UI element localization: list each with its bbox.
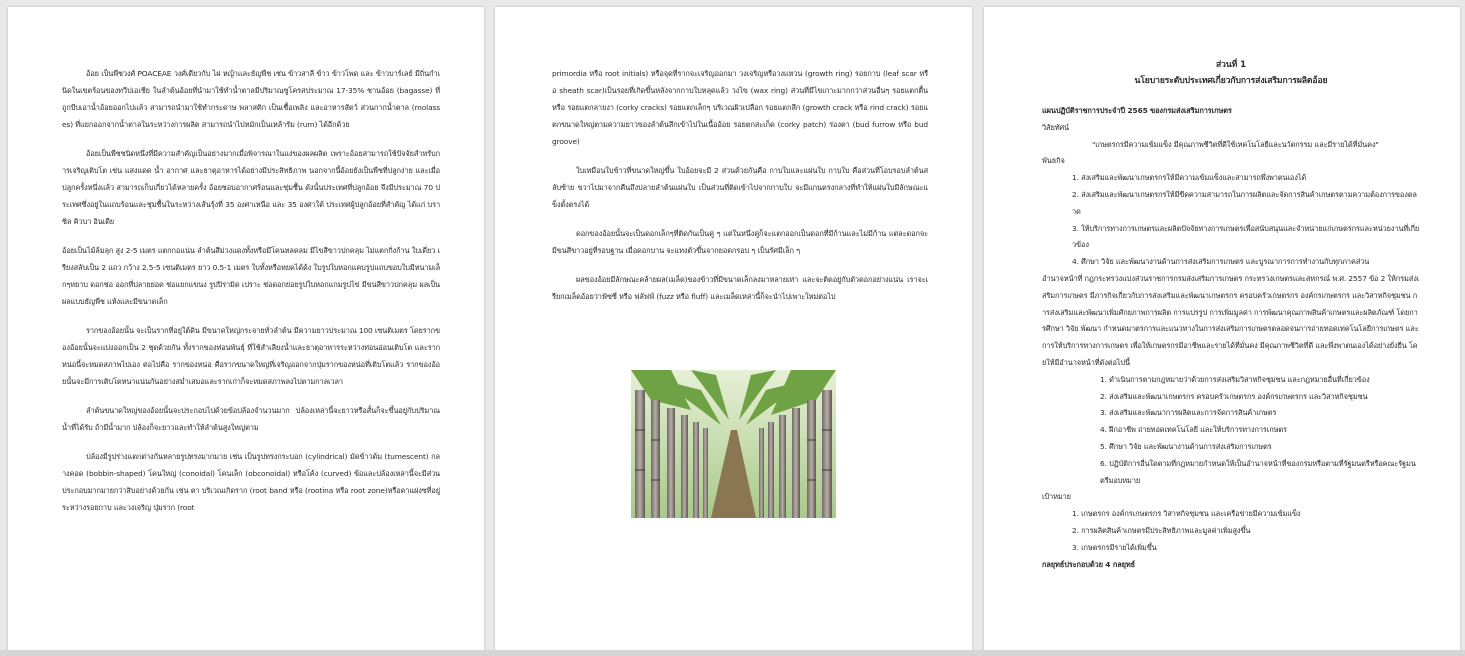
paragraph: อ้อยเป็นไม้ล้มลุก สูง 2-5 เมตร แตกกอแน่น ลำต้นสีม่วงแดงทั้งหรือมีโคนหลดลม มีไขสีขาวปกคลุม ไม่แตกกิ่งก้าน ใบเดี่ยว เรียงสลับเป็น 2 แถว กว้าง 2.5-5 เซนติเมตร ยาว 0.5-1 เมตร ใบทั้งหรือหยดได้ด้ง ใบรูปใบหอกแคบรูปแถบขอบใบมีหนามเล็กๆหยาบ ดอกช่อ ออกที่ปลายยอด ช่อแยกแขนง รูปปิรามิด เปราะ ช่อดอกย่อยรูปใบหอกแกมรูปไข่ มีขนสีขาวปกคลุม ผลเป็นผลแบบธัญพืช แห้งและมีขนาดเล็ก [62,246,440,306]
page-3-body [1042,57,1420,573]
list-item: 3. ส่งเสริมและพัฒนาการผลิตและการจัดการสินค้าเกษตร [1100,408,1277,418]
list-item: 2. การผลิตสินค้าเกษตรมีประสิทธิภาพและมูลค่าเพิ่มสูงขึ้น [1072,525,1251,535]
mission-label: พันธกิจ [1042,156,1065,166]
list-item: 2. ส่งเสริมและพัฒนาเกษตรกร ครอบครัวเกษตรกร องค์กรเกษตรกร และวิสาหกิจชุมชน [1100,391,1368,401]
list-item: 3. ให้บริการทางการเกษตรและผลิตปัจจัยทางการเกษตรเพื่อสนับสนุนและจำหน่ายแก่เกษตรกรและหน่วยงานที่เกี่ยวข้อง [1072,223,1420,250]
vision-label: วิสัยทัศน์ [1042,122,1070,132]
sugarcane-field-photo [631,370,836,518]
goal-label: เป้าหมาย [1042,492,1071,502]
authority-text: อำนาจหน้าที่ กฎกระทรวงแบ่งส่วนราชการกรมส่งเสริมการเกษตร กระทรวงเกษตรและสหกรณ์ พ.ศ. 2557 ข้อ 2 ให้กรมส่งเสริมการเกษตร มีภารกิจเกี่ยวกับการส่งเสริมและพัฒนาเกษตรกร ครอบครัวเกษตรกร องค์กรเกษตรกร และวิสาหกิจชุมชน การส่งเสริมและพัฒนาเพิ่มศักยภาพการผลิต การแปรรูป การเพิ่มมูลค่า การพัฒนาคุณภาพสินค้าเกษตรและผลิตภัณฑ์ โดยการศึกษา วิจัย พัฒนา กำหนดมาตรการและแนวทางในการส่งเสริมการเกษตรตลอดจนการถ่ายทอดเทคโนโลยีการเกษตร และการให้บริการทางการเกษตร เพื่อให้เกษตรกรมีอาชีพและรายได้ที่มั่นคง มีคุณภาพชีวิตที่ดี และพึ่งพาตนเองได้อย่างยั่งยืน โดยให้มีอำนาจหน้าที่ดังต่อไปนี้ [1042,273,1420,367]
paragraph: อ้อย เป็นพืชวงศ์ POACEAE วงศ์เดียวกับ ไผ่ หญ้าและธัญพืช เช่น ข้าวสาลี ข้าว ข้าวโพด และ ข้าวบาร์เลย์ มีถิ่นกำเนิดในเขตร้อนของทวีปเอเชีย ในลำต้นอ้อยที่นำมาใช้ทำน้ำตาลมีปริมาณซูโครสประมาณ 17-35% ชานอ้อย (bagasse) ที่ถูกบีบเอาน้ำอ้อยออกไปแล้ว สามารถนำมาใช้ทำกระดาษ พลาสติก เป็นเชื้อเพลิง และอาหารสัตว์ ส่วนกากน้ำตาล (molasses) ที่แยกออกจากน้ำตาลในระหว่างการผลิต สามารถนำไปหมักเป็นเหล้ารัม (rum) ได้อีกด้วย [62,69,440,129]
document-page-3[interactable] [984,7,1460,652]
list-item: 1. เกษตรกร องค์กรเกษตรกร วิสาหกิจชุมชน และเครือข่ายมีความเข้มแข็ง [1072,509,1301,519]
section-title: นโยบายระดับประเทศเกี่ยวกับการส่งเสริมการผลิตอ้อย [1134,76,1328,86]
paragraph: ผลของอ้อยมีลักษณะคล้ายผล(เมล็ด)ของข้าวที่มีขนาดเล็กลงมาหลายเท่า และจะติดอยู่กับตัวดอกอย่างแน่น เราจะเรียกเมล็ดอ้อยว่าฟัซซี่ หรือ ฟลัฟฟ์ (fuzz หรือ fluff) และเมล็ดเหล่านี้ก็จะนำไปเพาะใหม่ต่อไป [552,275,928,301]
status-bar [0,650,1465,656]
list-item: 3. เกษตรกรมีรายได้เพิ่มขึ้น [1072,542,1157,552]
page-1-body [62,65,440,528]
list-item: 4. ศึกษา วิจัย และพัฒนางานด้านการส่งเสริมการเกษตร และบูรณาการการทำงานกับทุกภาคส่วน [1072,257,1370,267]
list-item: 1. ดำเนินการตามกฎหมายว่าด้วยการส่งเสริมวิสาหกิจชุมชน และกฎหมายอื่นที่เกี่ยวข้อง [1100,374,1370,384]
paragraph: ลำต้นขนาดใหญ่ของอ้อยนั้นจะประกอบไปด้วยข้อปล้องจำนวนมาก ปล้องเหล่านี้จะยาวหรือสั้นก็จะขึ้นอยู่กับปริมาณน้ำที่ได้รับ ถ้ามีน้ำมาก ปล้องก็จะยาวและทำให้ลำต้นสูงใหญ่ตาม [62,406,440,432]
page-2-body [552,65,928,317]
paragraph: ปล้องมีรูปร่างแตกต่างกันหลายรูปทรงมากมาย เช่น เป็นรูปทรงกระบอก (cylindrical) มัดข้าวต้ม (tumescent) กลางคอด (bobbin-shaped) โคนใหญ่ (conoidal) โคนเล็ก (obconoidal) หรือโค้ง (curved) ข้อและปล้องเหล่านี้จะมีส่วนประกอบมากมายกว่าสิบอย่างด้วยกัน เช่น ตา บริเวณเกิดราก (root band หรือ (rootina หรือ root zone)หรือตาแฝงซที่อยู่ระหว่างรอยกาบ และวงเจริญ ปุ่มราก (root [62,452,440,512]
paragraph: ใบเหมือนใบข้าวที่ขนาดใหญ่ขึ้น ใบอ้อยจะมี 2 ส่วนด้วยกันคือ กาบใบและแผ่นใบ กาบใบ คือส่วนที่โอบรอบลำต้นสลับซ้าย ขวาไปมาจากคืนถึงปลายลำต้นแผ่นใบ เป็นส่วนที่ติดเข้าไปจากกาบใบ จะมีแกนตรงกลางที่ทำให้แผ่นใบมีลักษณะแข็งตั้งตรงได้ [552,166,928,209]
list-item: 5. ศึกษา วิจัย และพัฒนางานด้านการส่งเสริมการเกษตร [1100,441,1272,451]
list-item: 2. ส่งเสริมและพัฒนาเกษตรกรให้มีขีดความสามารถในการผลิตและจัดการสินค้าเกษตรตามความต้องการของตลาด [1072,189,1417,216]
list-item: 1. ส่งเสริมและพัฒนาเกษตรกรให้มีความเข้มแข็งและสามารถพึ่งพาตนเองได้ [1072,173,1307,183]
vision-text: "เกษตรกรมีความเข้มแข็ง มีคุณภาพชีวิตที่ดีใช้เทคโนโลยีและนวัตกรรม และมีรายได้ที่มั่นคง" [1092,139,1379,149]
paragraph: ดอกของอ้อยนั้นจะเป็นดอกเล็กๆที่ติดกันเป็นคู่ ๆ แต่ในหนึ่งคู่ก็จะแตกออกเป็นดอกที่มีก้านและไม่มีก้าน แต่ละดอกจะมีขนสีขาวอยู่ที่รอบฐาน เมื่อดอกบาน จะแทงตัวขึ้นจากยอดกรอบ ๆ เป็นรัศมีเล็ก ๆ [552,229,928,255]
plan-heading: แผนปฏิบัติราชการประจำปี 2565 ของกรมส่งเสริมการเกษตร [1042,106,1232,115]
list-item: 4. ฝึกอาชีพ ถ่ายทอดเทคโนโลยี และให้บริการทางการเกษตร [1100,425,1287,435]
paragraph: primordia หรือ root initials) หรือจุดที่รากจะเจริญออกมา วงเจริญหรือวงแหวน (growth ring) รอยกาบ (leaf scar หรือ sheath scar)เป็นรอยที่เกิดขึ้นหลังจากกาบใบหลุดแล้ว วงไข (wax ring) ส่วนที่มีไขเกาะมากกว่าส่วนอื่นๆ รอยแตกตื้น หรือ รอยแตกลายงา (corky cracks) รอยแตกเล็กๆ บริเวณผิวเปลือก รอยแตกลึก (growth crack หรือ rind crack) รอยแตกขนาดใหญ่ตามความยาวของลำต้นลึกเข้าไปในเนื้ออ้อย รอยตกสะเก็ด (corky patch) ร่องตา (bud furrow หรือ bud groove) [552,69,928,146]
sugarcane-illustration [631,370,836,518]
paragraph: อ้อยเป็นพืชชนิดหนึ่งที่มีความสำคัญเป็นอย่างมากเมื่อพิจารณาในแง่ของผลผลิต เพราะอ้อยสามารถใช้ปัจจัยสำหรับการเจริญเติบโต เช่น แสงแดด น้ำ อากาศ และธาตุอาหารได้อย่างมีประสิทธิภาพ นอกจากนี้อ้อยยังเป็นพืชที่ปลูกง่าย และเมื่อปลูกครั้งหนึ่งแล้ว สามารถเก็บเกี่ยวได้หลายครั้ง อ้อยชอบอากาศร้อนและชุ่มชื้น ดังนั้นประเทศที่ปลูกอ้อย จึงมีประมาณ 70 ประเทศซึ่งอยู่ในแถบร้อนและชุ่มชื้นในระหว่างเส้นรุ้งที่ 35 องศาเหนือ และ 35 องศาใต้ ประเทศผู้ปลูกอ้อยที่สำคัญ ได้แก่ บราซิล คิวบา อินเดีย [62,149,440,226]
strategy-heading: กลยุทธ์ประกอบด้วย 4 กลยุทธ์ [1042,559,1136,569]
paragraph: รากของอ้อยนั้น จะเป็นรากที่อยู่ใต้ดิน มีขนาดใหญ่กระจายทั่วลำต้น มีความยาวประมาณ 100 เซนติเมตร โดยรากของอ้อยนั้นจะแบ่งออกเป็น 2 ชุดด้วยกัน ทั้งรากของท่อนพันธุ์ ที่ใช้สำเลียงน้ำและธาตุอาหารระหว่างท่อนอ่อนเติบโต และรากหน่อนี้จะหมดสภาพไปเอง ต่อไปคือ รากของหน่อ คือรากขนาดใหญ่ที่เจริญออกจากปุ่มรากของหน่อที่เติบโตแล้ว รากของอ้อยนั้นจะมีการเติบโตหนาแน่นกันอย่างสม่ำเสมอและรากเก่าก็จะหมดสภาพลงไปตามกาลเวลา [62,326,440,386]
list-item: 6. ปฏิบัติการอื่นใดตามที่กฎหมายกำหนดให้เป็นอำนาจหน้าที่ของกรมหรือตามที่รัฐมนตรีหรือคณะรัฐมนตรีมอบหมาย [1100,458,1416,485]
section-number: ส่วนที่ 1 [1216,60,1246,70]
document-page-1[interactable] [8,7,484,652]
document-page-2[interactable] [495,7,972,652]
